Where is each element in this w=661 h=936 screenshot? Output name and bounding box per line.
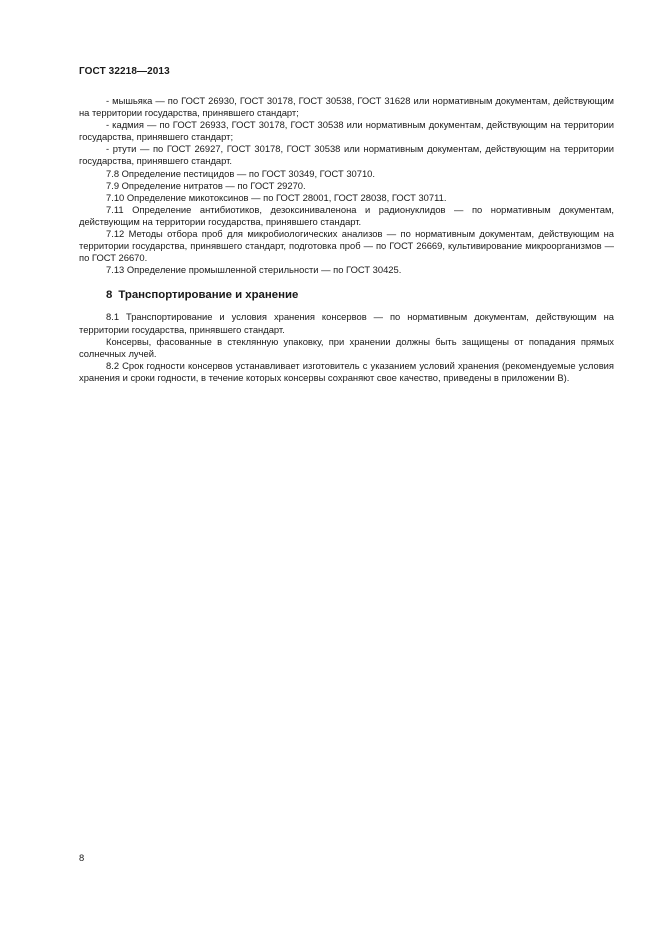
paragraph-cadmium: - кадмия — по ГОСТ 26933, ГОСТ 30178, ГОСТ 30538 или нормативным документам, действующим на территории государства, принявшего стандарт; bbox=[79, 119, 614, 143]
section-title-text: Транспортирование и хранение bbox=[118, 289, 299, 302]
paragraph-mercury: - ртути — по ГОСТ 26927, ГОСТ 30178, ГОСТ 30538 или нормативным документам, действующим на территории государства, принявшего стандарт. bbox=[79, 143, 614, 167]
section-heading-8 bbox=[79, 288, 614, 302]
document-header-code: ГОСТ 32218—2013 bbox=[79, 66, 170, 77]
document-body bbox=[79, 95, 614, 384]
paragraph-arsenic: - мышьяка — по ГОСТ 26930, ГОСТ 30178, ГОСТ 30538, ГОСТ 31628 или нормативным документам, действующим на территории государства, принявшего стандарт; bbox=[79, 95, 614, 119]
paragraph-8-2: 8.2 Срок годности консервов устанавливает изготовитель с указанием условий хранения (рекомендуемые условия хранения и сроки годности, в течение которых консервы сохраняют свое качество, приведены в приложении В). bbox=[79, 359, 614, 383]
paragraph-7-13: 7.13 Определение промышленной стерильности — по ГОСТ 30425. bbox=[106, 264, 402, 276]
paragraph-8-1: 8.1 Транспортирование и условия хранения консервов — по нормативным документам, действующим на территории государства, принявшего стандарт. bbox=[79, 311, 614, 335]
section-number: 8 bbox=[106, 289, 113, 302]
paragraph-7-9: 7.9 Определение нитратов — по ГОСТ 29270. bbox=[106, 179, 306, 191]
page-number: 8 bbox=[79, 852, 85, 863]
paragraph-7-10: 7.10 Определение микотоксинов — по ГОСТ 28001, ГОСТ 28038, ГОСТ 30711. bbox=[106, 191, 447, 203]
paragraph-7-11: 7.11 Определение антибиотиков, дезоксиниваленона и радионуклидов — по нормативным документам, действующим на территории государства, принявшего стандарт. bbox=[79, 203, 614, 227]
paragraph-7-12: 7.12 Методы отбора проб для микробиологических анализов — по нормативным документам, действующим на территории государства, принявшего стандарт, подготовка проб — по ГОСТ 26669, культивирование микроорганизмов — по ГОСТ 26670. bbox=[79, 228, 614, 264]
paragraph-7-8: 7.8 Определение пестицидов — по ГОСТ 30349, ГОСТ 30710. bbox=[106, 167, 375, 179]
paragraph-glass-packaging: Консервы, фасованные в стеклянную упаковку, при хранении должны быть защищены от попадания прямых солнечных лучей. bbox=[79, 335, 614, 359]
